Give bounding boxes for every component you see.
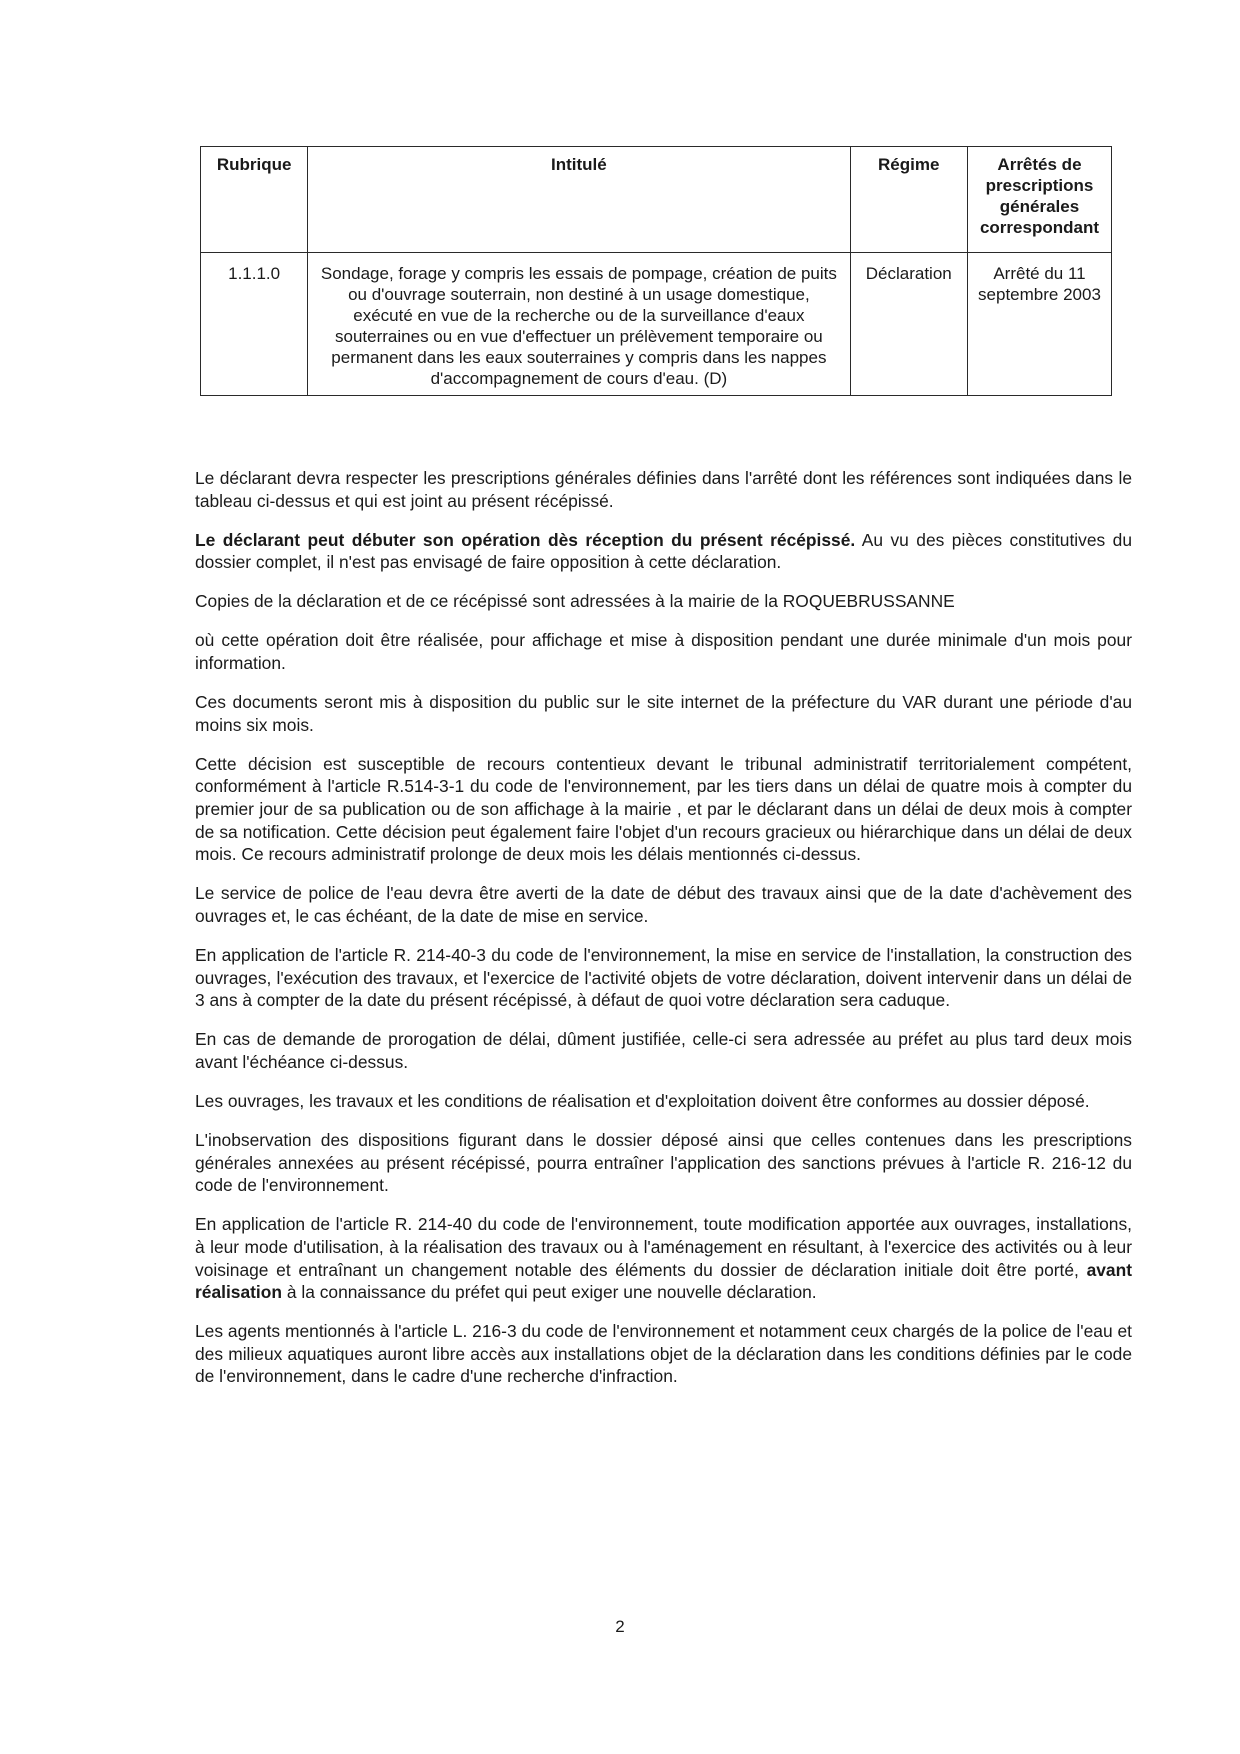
bold-debut-operation: Le déclarant peut débuter son opération dès réception du présent récépissé. — [195, 529, 856, 550]
paragraph-debut-operation-rest: Au vu des pièces constitutives du dossier complet, il n'est pas envisagé de faire opposition à cette déclaration. — [195, 529, 1133, 573]
paragraph-copies: Copies de la déclaration et de ce récépissé sont adressées à la mairie de la ROQUEBRUSSANNE — [195, 591, 955, 612]
paragraph-prescriptions: Le déclarant devra respecter les prescriptions générales définies dans l'arrêté dont les références sont indiquées dans le tableau ci-dessus et qui est joint au présent récépissé. — [195, 468, 1132, 511]
header-intitule: Intitulé — [308, 147, 850, 253]
bold-avant-realisation: avant réalisation — [195, 1259, 1132, 1303]
paragraph-recours: Cette décision est susceptible de recours contentieux devant le tribunal administratif territorialement compétent, conformément à l'article R.514-3-1 du code de l'environnement, par les tiers dans un délai de quatre mois à compter du premier jour de sa publication ou de son affichage à la mairie , et par le déclarant dans un délai de deux mois à compter de sa notification. Cette décision peut également faire l'objet d'un recours gracieux ou hiérarchique dans un délai de deux mois. Ce recours administratif prolonge de deux mois les délais mentionnés ci-dessus. — [195, 753, 1132, 865]
paragraph-site-internet: Ces documents seront mis à disposition du public sur le site internet de la préfecture du VAR durant une période d'au moins six mois. — [195, 692, 1132, 735]
table-header-row — [201, 147, 1112, 253]
header-rubrique: Rubrique — [201, 147, 308, 253]
table-row — [201, 253, 1112, 396]
cell-rubrique: 1.1.1.0 — [201, 253, 308, 396]
paragraph-agents: Les agents mentionnés à l'article L. 216-3 du code de l'environnement et notamment ceux chargés de la police de l'eau et des milieux aquatiques auront libre accès aux installations objet de la déclaration dans les conditions définies par le code de l'environnement, dans le cadre d'une recherche d'infraction. — [195, 1321, 1132, 1387]
paragraph-police-eau: Le service de police de l'eau devra être averti de la date de début des travaux ainsi que de la date d'achèvement des ouvrages et, le cas échéant, de la date de mise en service. — [195, 883, 1132, 926]
paragraph-modification — [195, 1213, 1132, 1303]
header-arretes: Arrêtés de prescriptions générales correspondant — [967, 147, 1111, 253]
paragraph-debut-operation — [195, 529, 1132, 574]
paragraph-affichage: où cette opération doit être réalisée, pour affichage et mise à disposition pendant une durée minimale d'un mois pour information. — [195, 630, 1132, 674]
rubric-table — [200, 146, 1112, 396]
paragraph-prorogation: En cas de demande de prorogation de délai, dûment justifiée, celle-ci sera adressée au préfet au plus tard deux mois avant l'échéance ci-dessus. — [195, 1029, 1132, 1072]
body-text — [195, 467, 1132, 1405]
header-regime: Régime — [850, 147, 967, 253]
paragraph-delai-3-ans: En application de l'article R. 214-40-3 du code de l'environnement, la mise en service de l'installation, la construction des ouvrages, l'exécution des travaux, et l'exercice de l'activité objets de votre déclaration, doivent intervenir dans un délai de 3 ans à compter de la date du présent récépissé, à défaut de quoi votre déclaration sera caduque. — [195, 945, 1132, 1011]
page-number: 2 — [615, 1617, 625, 1636]
paragraph-sanctions: L'inobservation des dispositions figurant dans le dossier déposé ainsi que celles contenues dans les prescriptions générales annexées au présent récépissé, pourra entraîner l'application des sanctions prévues à l'article R. 216-12 du code de l'environnement. — [195, 1130, 1132, 1196]
cell-arretes: Arrêté du 11 septembre 2003 — [967, 253, 1111, 396]
cell-regime: Déclaration — [850, 253, 967, 396]
cell-intitule: Sondage, forage y compris les essais de pompage, création de puits ou d'ouvrage souterrain, non destiné à un usage domestique, exécuté en vue de la recherche ou de la surveillance d'eaux souterraines ou en vue d'effectuer un prélèvement temporaire ou permanent dans les eaux souterraines y compris dans les nappes d'accompagnement de cours d'eau. (D) — [308, 253, 850, 396]
paragraph-conformite: Les ouvrages, les travaux et les conditions de réalisation et d'exploitation doivent être conformes au dossier déposé. — [195, 1090, 1090, 1111]
paragraph-modification-b: à la connaissance du préfet qui peut exiger une nouvelle déclaration. — [282, 1282, 817, 1303]
paragraph-modification-a: En application de l'article R. 214-40 du code de l'environnement, toute modification apportée aux ouvrages, installations, à leur mode d'utilisation, à la réalisation des travaux ou à l'aménagement en résultant, à l'exercice des activités ou à leur voisinage et entraînant un changement notable des éléments du dossier de déclaration initiale doit être porté, — [195, 1214, 1132, 1280]
